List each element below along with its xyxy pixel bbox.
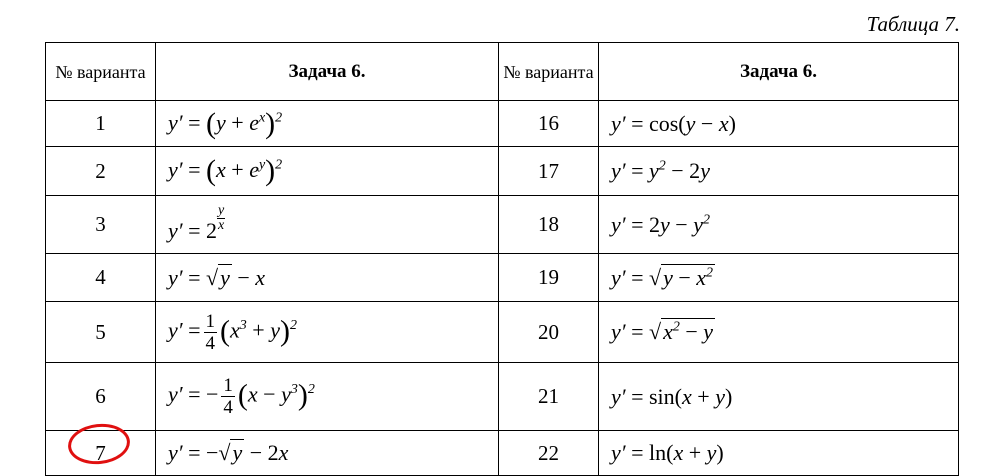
variant-number: 6 bbox=[46, 363, 156, 431]
formula-19: $y' = √y - x^2$ bbox=[599, 254, 959, 302]
table-row bbox=[46, 363, 959, 431]
header-task-left: Задача 6. bbox=[156, 43, 499, 101]
variant-number: 18 bbox=[499, 196, 599, 254]
formula-6: y′ = − $\frac{1}{4}$ $(x - y^3)^2$ bbox=[156, 363, 499, 431]
header-variant-left: № варианта bbox=[46, 43, 156, 101]
formula-21: y′ = sin(x + y) bbox=[599, 363, 959, 431]
variant-number: 22 bbox=[499, 431, 599, 476]
table-row bbox=[46, 147, 959, 196]
table-caption: Таблица 7. bbox=[866, 12, 960, 36]
formula-17: $y' = y^2 - 2y$ bbox=[599, 147, 959, 196]
table-row bbox=[46, 196, 959, 254]
formula-5: y′ = $\frac{1}{4}$ $(x^3 + y)^2$ bbox=[156, 302, 499, 363]
variant-number: 7 bbox=[46, 431, 156, 476]
variant-number: 1 bbox=[46, 101, 156, 147]
variant-number: 2 bbox=[46, 147, 156, 196]
formula-3: y′ = 2 $\frac{y}{x}$ bbox=[156, 196, 499, 254]
formula-7: y′ = −√y − 2x bbox=[156, 431, 499, 476]
header-row bbox=[46, 43, 959, 101]
formula-1: $y' = (y + e^x)^2$ bbox=[156, 101, 499, 147]
variant-number: 17 bbox=[499, 147, 599, 196]
formula-20: $y' = √x^2 - y$ bbox=[599, 302, 959, 363]
table-row bbox=[46, 302, 959, 363]
formula-16: y′ = cos(y − x) bbox=[599, 101, 959, 147]
variant-number: 19 bbox=[499, 254, 599, 302]
header-task-right: Задача 6. bbox=[599, 43, 959, 101]
table-row bbox=[46, 101, 959, 147]
formula-18: $y' = 2y - y^2$ bbox=[599, 196, 959, 254]
variant-number: 4 bbox=[46, 254, 156, 302]
header-variant-right: № варианта bbox=[499, 43, 599, 101]
table-row bbox=[46, 254, 959, 302]
variant-number: 21 bbox=[499, 363, 599, 431]
variant-number: 3 bbox=[46, 196, 156, 254]
formula-4: y′ = √y − x bbox=[156, 254, 499, 302]
variants-table bbox=[45, 42, 959, 476]
variant-number: 16 bbox=[499, 101, 599, 147]
variant-number: 20 bbox=[499, 302, 599, 363]
formula-2: $y' = (x + e^y)^2$ bbox=[156, 147, 499, 196]
table-row bbox=[46, 431, 959, 476]
formula-22: y′ = ln(x + y) bbox=[599, 431, 959, 476]
variant-number: 5 bbox=[46, 302, 156, 363]
